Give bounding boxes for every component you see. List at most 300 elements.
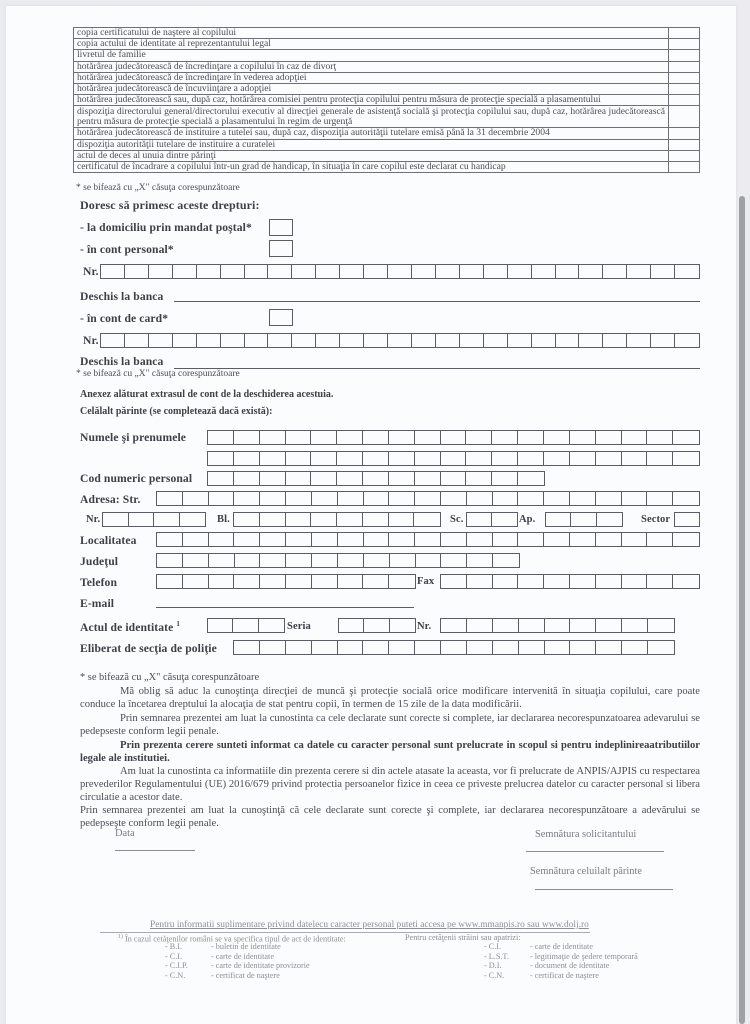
char-box[interactable] xyxy=(647,431,673,444)
char-box[interactable] xyxy=(197,265,221,278)
char-box[interactable] xyxy=(157,554,183,567)
char-box[interactable] xyxy=(570,641,596,654)
char-box[interactable] xyxy=(340,334,364,347)
char-box[interactable] xyxy=(441,554,467,567)
char-box[interactable] xyxy=(596,452,622,465)
char-box[interactable] xyxy=(596,492,622,505)
char-box[interactable] xyxy=(544,575,570,588)
char-box[interactable] xyxy=(129,513,155,526)
char-box[interactable] xyxy=(260,533,286,546)
char-box[interactable] xyxy=(208,619,233,632)
char-box[interactable] xyxy=(208,452,234,465)
id-desc: - legitimaţie de şedere temporară xyxy=(530,951,638,961)
char-box[interactable] xyxy=(208,472,234,485)
char-box[interactable] xyxy=(466,472,492,485)
char-box[interactable] xyxy=(441,431,467,444)
char-box[interactable] xyxy=(415,641,441,654)
sector-box[interactable] xyxy=(674,512,700,527)
char-box[interactable] xyxy=(316,334,340,347)
scrollbar-thumb[interactable] xyxy=(739,196,745,1024)
char-box[interactable] xyxy=(363,575,389,588)
char-box[interactable] xyxy=(286,452,312,465)
char-box[interactable] xyxy=(627,334,651,347)
romanian-heading-text: În cazul cetăţenilor români se va specifica tipul de act de identitate: xyxy=(125,934,346,944)
char-box[interactable] xyxy=(286,554,312,567)
char-box[interactable] xyxy=(441,472,467,485)
char-box[interactable] xyxy=(286,431,312,444)
char-box[interactable] xyxy=(651,265,675,278)
char-box[interactable] xyxy=(622,492,648,505)
char-box[interactable] xyxy=(157,575,183,588)
card-bank-name-input-line[interactable] xyxy=(174,368,700,369)
char-box[interactable] xyxy=(292,265,316,278)
char-box[interactable] xyxy=(389,575,415,588)
char-box[interactable] xyxy=(268,265,292,278)
postal-option-checkbox[interactable] xyxy=(269,219,293,236)
char-box[interactable] xyxy=(311,513,337,526)
char-box[interactable] xyxy=(436,334,460,347)
other-parent-signature-label: Semnătura celuilalt părinte xyxy=(530,866,642,877)
char-box[interactable] xyxy=(154,513,180,526)
document-label: dispoziţia autorităţii tutelare de instituire a curatelei xyxy=(74,139,669,150)
document-label: actul de deces al unuia dintre părinţi xyxy=(74,150,669,161)
char-box[interactable] xyxy=(388,334,412,347)
name-boxes-row1[interactable] xyxy=(207,430,700,445)
staircase-label: Sc. xyxy=(450,514,464,525)
char-box[interactable] xyxy=(648,619,674,632)
char-box[interactable] xyxy=(570,575,596,588)
char-box[interactable] xyxy=(234,492,260,505)
char-box[interactable] xyxy=(508,265,532,278)
char-box[interactable] xyxy=(415,492,441,505)
char-box[interactable] xyxy=(260,641,286,654)
char-box[interactable] xyxy=(173,334,197,347)
char-box[interactable] xyxy=(519,619,545,632)
card-account-option-label: - în cont de card* xyxy=(80,312,169,325)
char-box[interactable] xyxy=(627,265,651,278)
char-box[interactable] xyxy=(364,619,389,632)
char-box[interactable] xyxy=(518,492,544,505)
phone-boxes[interactable] xyxy=(156,574,416,589)
char-box[interactable] xyxy=(596,431,622,444)
char-box[interactable] xyxy=(389,472,415,485)
char-box[interactable] xyxy=(508,334,532,347)
char-box[interactable] xyxy=(467,554,493,567)
char-box[interactable] xyxy=(286,641,312,654)
char-box[interactable] xyxy=(603,334,627,347)
char-box[interactable] xyxy=(467,575,493,588)
char-box[interactable] xyxy=(286,472,312,485)
footer-sep: sau xyxy=(524,920,542,930)
char-box[interactable] xyxy=(579,334,603,347)
char-box[interactable] xyxy=(673,575,699,588)
table-row xyxy=(74,72,700,83)
char-box[interactable] xyxy=(221,265,245,278)
char-box[interactable] xyxy=(484,265,508,278)
char-box[interactable] xyxy=(441,492,467,505)
char-box[interactable] xyxy=(546,513,571,526)
char-box[interactable] xyxy=(651,334,675,347)
char-box[interactable] xyxy=(260,513,286,526)
char-box[interactable] xyxy=(337,513,363,526)
char-box[interactable] xyxy=(338,554,364,567)
char-box[interactable] xyxy=(673,492,699,505)
document-checkbox[interactable] xyxy=(669,106,700,128)
char-box[interactable] xyxy=(493,492,519,505)
personal-account-checkbox[interactable] xyxy=(269,240,293,257)
id-desc: - buletin de identitate xyxy=(211,942,281,951)
char-box[interactable] xyxy=(415,452,441,465)
char-box[interactable] xyxy=(209,533,235,546)
char-box[interactable] xyxy=(675,334,699,347)
char-box[interactable] xyxy=(183,533,209,546)
char-box[interactable] xyxy=(208,431,234,444)
personal-account-option-label: - în cont personal* xyxy=(80,243,174,256)
other-parent-signature-line[interactable] xyxy=(535,889,673,890)
char-box[interactable] xyxy=(492,431,518,444)
char-box[interactable] xyxy=(415,472,441,485)
char-box[interactable] xyxy=(622,641,648,654)
char-box[interactable] xyxy=(221,334,245,347)
char-box[interactable] xyxy=(570,619,596,632)
char-box[interactable] xyxy=(441,575,467,588)
char-box[interactable] xyxy=(260,492,286,505)
char-box[interactable] xyxy=(388,265,412,278)
char-box[interactable] xyxy=(519,641,545,654)
char-box[interactable] xyxy=(493,619,519,632)
char-box[interactable] xyxy=(233,619,258,632)
char-box[interactable] xyxy=(570,452,596,465)
char-box[interactable] xyxy=(338,575,364,588)
char-box[interactable] xyxy=(460,334,484,347)
char-box[interactable] xyxy=(484,334,508,347)
char-box[interactable] xyxy=(337,452,363,465)
char-box[interactable] xyxy=(673,431,699,444)
char-box[interactable] xyxy=(622,619,648,632)
char-box[interactable] xyxy=(570,533,596,546)
char-box[interactable] xyxy=(647,452,673,465)
char-box[interactable] xyxy=(518,575,544,588)
char-box[interactable] xyxy=(544,533,570,546)
char-box[interactable] xyxy=(364,492,390,505)
char-box[interactable] xyxy=(492,452,518,465)
char-box[interactable] xyxy=(518,533,544,546)
char-box[interactable] xyxy=(209,575,235,588)
char-box[interactable] xyxy=(675,513,699,526)
char-box[interactable] xyxy=(234,431,260,444)
char-box[interactable] xyxy=(389,641,415,654)
char-box[interactable] xyxy=(675,265,699,278)
char-box[interactable] xyxy=(234,472,260,485)
char-box[interactable] xyxy=(363,641,389,654)
char-box[interactable] xyxy=(311,452,337,465)
char-box[interactable] xyxy=(493,575,519,588)
block-boxes[interactable] xyxy=(233,512,441,527)
char-box[interactable] xyxy=(235,554,261,567)
char-box[interactable] xyxy=(647,492,673,505)
char-box[interactable] xyxy=(311,472,337,485)
apartment-label: Ap. xyxy=(519,514,536,525)
char-box[interactable] xyxy=(597,513,622,526)
char-box[interactable] xyxy=(157,492,183,505)
id-desc: - certificat de naştere xyxy=(530,970,599,980)
documents-checklist-table xyxy=(73,27,700,173)
char-box[interactable] xyxy=(245,334,269,347)
card-account-number-boxes[interactable] xyxy=(100,333,700,348)
char-box[interactable] xyxy=(532,334,556,347)
char-box[interactable] xyxy=(103,513,129,526)
char-box[interactable] xyxy=(340,265,364,278)
footer-info xyxy=(150,920,589,930)
char-box[interactable] xyxy=(173,265,197,278)
char-box[interactable] xyxy=(622,452,648,465)
char-box[interactable] xyxy=(234,452,260,465)
anpis-link[interactable]: www.mmanpis.ro xyxy=(458,920,525,930)
char-box[interactable] xyxy=(260,554,286,567)
document-checkbox[interactable] xyxy=(669,84,700,95)
char-box[interactable] xyxy=(363,513,389,526)
char-box[interactable] xyxy=(412,265,436,278)
email-input-line[interactable] xyxy=(156,607,414,608)
char-box[interactable] xyxy=(292,334,316,347)
date-input-line[interactable] xyxy=(115,850,195,851)
char-box[interactable] xyxy=(466,431,492,444)
char-box[interactable] xyxy=(312,575,338,588)
char-box[interactable] xyxy=(416,554,442,567)
char-box[interactable] xyxy=(596,641,622,654)
document-label: hotărârea judecătorească de încredinţare a copilului în caz de divorţ xyxy=(74,61,669,72)
char-box[interactable] xyxy=(337,431,363,444)
char-box[interactable] xyxy=(364,265,388,278)
char-box[interactable] xyxy=(466,452,492,465)
cnp-boxes[interactable] xyxy=(207,471,545,486)
char-box[interactable] xyxy=(286,513,312,526)
apartment-boxes[interactable] xyxy=(545,512,623,527)
char-box[interactable] xyxy=(389,492,415,505)
char-box[interactable] xyxy=(234,533,260,546)
char-box[interactable] xyxy=(647,575,673,588)
char-box[interactable] xyxy=(260,431,286,444)
char-box[interactable] xyxy=(389,452,415,465)
char-box[interactable] xyxy=(338,533,364,546)
table-row xyxy=(74,139,700,150)
char-box[interactable] xyxy=(125,265,149,278)
char-box[interactable] xyxy=(436,265,460,278)
char-box[interactable] xyxy=(312,641,338,654)
char-box[interactable] xyxy=(312,533,338,546)
street-boxes[interactable] xyxy=(156,491,700,506)
char-box[interactable] xyxy=(183,492,209,505)
char-box[interactable] xyxy=(209,492,235,505)
char-box[interactable] xyxy=(545,641,571,654)
char-box[interactable] xyxy=(364,334,388,347)
document-checkbox[interactable] xyxy=(669,162,700,173)
char-box[interactable] xyxy=(364,533,390,546)
char-box[interactable] xyxy=(532,265,556,278)
char-box[interactable] xyxy=(209,554,235,567)
char-box[interactable] xyxy=(260,452,286,465)
document-label: copia certificatului de naştere al copilului xyxy=(74,28,669,39)
char-box[interactable] xyxy=(570,431,596,444)
dolj-link[interactable]: www.dolj.ro xyxy=(541,920,589,930)
document-checkbox[interactable] xyxy=(669,72,700,83)
char-box[interactable] xyxy=(441,452,467,465)
char-box[interactable] xyxy=(363,472,389,485)
char-box[interactable] xyxy=(596,533,622,546)
declaration-notify-paragraph: Mă oblig să aduc la cunoştinţa direcţiei de muncă şi protecţie socială orice modificare intervenită în situaţia copilului, care poate conduce la încetarea dreptului la alocaţia de stat pentru copii, în termen de 15 zile de la data modificării. xyxy=(80,686,700,711)
declaration-truth-paragraph: Prin semnarea prezentei am luat la cunostinta ca cele declarate sunt corecte si complete, iar declararea necorespunzatoarea adevarului se pedepseste conform legii penale. xyxy=(80,713,700,738)
char-box[interactable] xyxy=(415,431,441,444)
char-box[interactable] xyxy=(363,431,389,444)
document-checkbox[interactable] xyxy=(669,61,700,72)
char-box[interactable] xyxy=(316,265,340,278)
char-box[interactable] xyxy=(286,492,312,505)
char-box[interactable] xyxy=(673,452,699,465)
document-checkbox[interactable] xyxy=(669,128,700,139)
char-box[interactable] xyxy=(518,472,544,485)
char-box[interactable] xyxy=(234,575,260,588)
char-box[interactable] xyxy=(460,265,484,278)
id-number-boxes[interactable] xyxy=(440,618,675,633)
char-box[interactable] xyxy=(441,533,467,546)
char-box[interactable] xyxy=(441,641,467,654)
char-box[interactable] xyxy=(259,619,284,632)
char-box[interactable] xyxy=(492,472,518,485)
char-box[interactable] xyxy=(389,431,415,444)
char-box[interactable] xyxy=(339,619,364,632)
street-label: Adresa: Str. xyxy=(80,493,141,506)
char-box[interactable] xyxy=(286,533,312,546)
char-box[interactable] xyxy=(493,533,519,546)
char-box[interactable] xyxy=(338,641,364,654)
document-checkbox[interactable] xyxy=(669,139,700,150)
char-box[interactable] xyxy=(157,533,183,546)
house-nr-boxes[interactable] xyxy=(102,512,206,527)
account-number-boxes[interactable] xyxy=(100,264,700,279)
char-box[interactable] xyxy=(545,619,571,632)
char-box[interactable] xyxy=(544,452,570,465)
name-boxes-row2[interactable] xyxy=(207,451,700,466)
id-type-boxes[interactable] xyxy=(207,618,285,633)
char-box[interactable] xyxy=(622,575,648,588)
id-document-label xyxy=(80,620,180,634)
id-code: - B.I. xyxy=(165,942,183,951)
char-box[interactable] xyxy=(311,431,337,444)
document-checkbox[interactable] xyxy=(669,95,700,106)
char-box[interactable] xyxy=(603,265,627,278)
char-box[interactable] xyxy=(286,575,312,588)
char-box[interactable] xyxy=(180,513,205,526)
char-box[interactable] xyxy=(312,554,338,567)
char-box[interactable] xyxy=(579,265,603,278)
char-box[interactable] xyxy=(390,619,415,632)
char-box[interactable] xyxy=(622,431,648,444)
char-box[interactable] xyxy=(101,334,125,347)
char-box[interactable] xyxy=(338,492,364,505)
issued-by-boxes[interactable] xyxy=(233,640,675,655)
locality-boxes[interactable] xyxy=(156,532,700,547)
char-box[interactable] xyxy=(389,533,415,546)
char-box[interactable] xyxy=(412,334,436,347)
applicant-signature-line[interactable] xyxy=(526,851,664,852)
char-box[interactable] xyxy=(183,575,209,588)
char-box[interactable] xyxy=(415,533,441,546)
char-box[interactable] xyxy=(312,492,338,505)
char-box[interactable] xyxy=(467,619,493,632)
char-box[interactable] xyxy=(441,619,467,632)
document-checkbox[interactable] xyxy=(669,39,700,50)
char-box[interactable] xyxy=(596,575,622,588)
bank-name-input-line[interactable] xyxy=(174,301,700,302)
document-checkbox[interactable] xyxy=(669,50,700,61)
char-box[interactable] xyxy=(245,265,269,278)
date-label: Data xyxy=(115,828,135,839)
char-box[interactable] xyxy=(467,533,493,546)
char-box[interactable] xyxy=(544,431,570,444)
char-box[interactable] xyxy=(622,533,648,546)
char-box[interactable] xyxy=(364,554,390,567)
char-box[interactable] xyxy=(518,452,544,465)
char-box[interactable] xyxy=(390,554,416,567)
char-box[interactable] xyxy=(647,533,673,546)
id-desc: - certificat de naştere xyxy=(211,970,280,980)
char-box[interactable] xyxy=(234,513,260,526)
char-box[interactable] xyxy=(414,513,440,526)
fax-boxes[interactable] xyxy=(440,574,700,589)
county-boxes[interactable] xyxy=(156,553,520,568)
document-checkbox[interactable] xyxy=(669,150,700,161)
char-box[interactable] xyxy=(183,554,209,567)
footnote-ref: 1 xyxy=(176,620,180,628)
char-box[interactable] xyxy=(596,619,622,632)
id-desc: - carte de identitate provizorie xyxy=(211,961,310,971)
char-box[interactable] xyxy=(125,334,149,347)
char-box[interactable] xyxy=(234,641,260,654)
card-account-checkbox[interactable] xyxy=(269,309,293,326)
char-box[interactable] xyxy=(544,492,570,505)
payment-heading: Doresc să primesc aceste drepturi: xyxy=(80,198,260,212)
char-box[interactable] xyxy=(260,472,286,485)
char-box[interactable] xyxy=(492,513,517,526)
foreign-ids-list xyxy=(484,942,638,980)
char-box[interactable] xyxy=(493,641,519,654)
staircase-boxes[interactable] xyxy=(466,512,518,527)
char-box[interactable] xyxy=(556,334,580,347)
char-box[interactable] xyxy=(467,641,493,654)
char-box[interactable] xyxy=(337,472,363,485)
char-box[interactable] xyxy=(571,513,596,526)
char-box[interactable] xyxy=(467,513,492,526)
char-box[interactable] xyxy=(518,431,544,444)
char-box[interactable] xyxy=(268,334,292,347)
char-box[interactable] xyxy=(101,265,125,278)
char-box[interactable] xyxy=(556,265,580,278)
char-box[interactable] xyxy=(149,334,173,347)
char-box[interactable] xyxy=(363,452,389,465)
char-box[interactable] xyxy=(197,334,221,347)
document-checkbox[interactable] xyxy=(669,28,700,39)
char-box[interactable] xyxy=(260,575,286,588)
id-series-boxes[interactable] xyxy=(338,618,416,633)
char-box[interactable] xyxy=(673,533,699,546)
char-box[interactable] xyxy=(149,265,173,278)
fax-label: Fax xyxy=(417,576,435,587)
char-box[interactable] xyxy=(389,513,415,526)
char-box[interactable] xyxy=(493,554,519,567)
char-box[interactable] xyxy=(467,492,493,505)
char-box[interactable] xyxy=(570,492,596,505)
char-box[interactable] xyxy=(648,641,674,654)
